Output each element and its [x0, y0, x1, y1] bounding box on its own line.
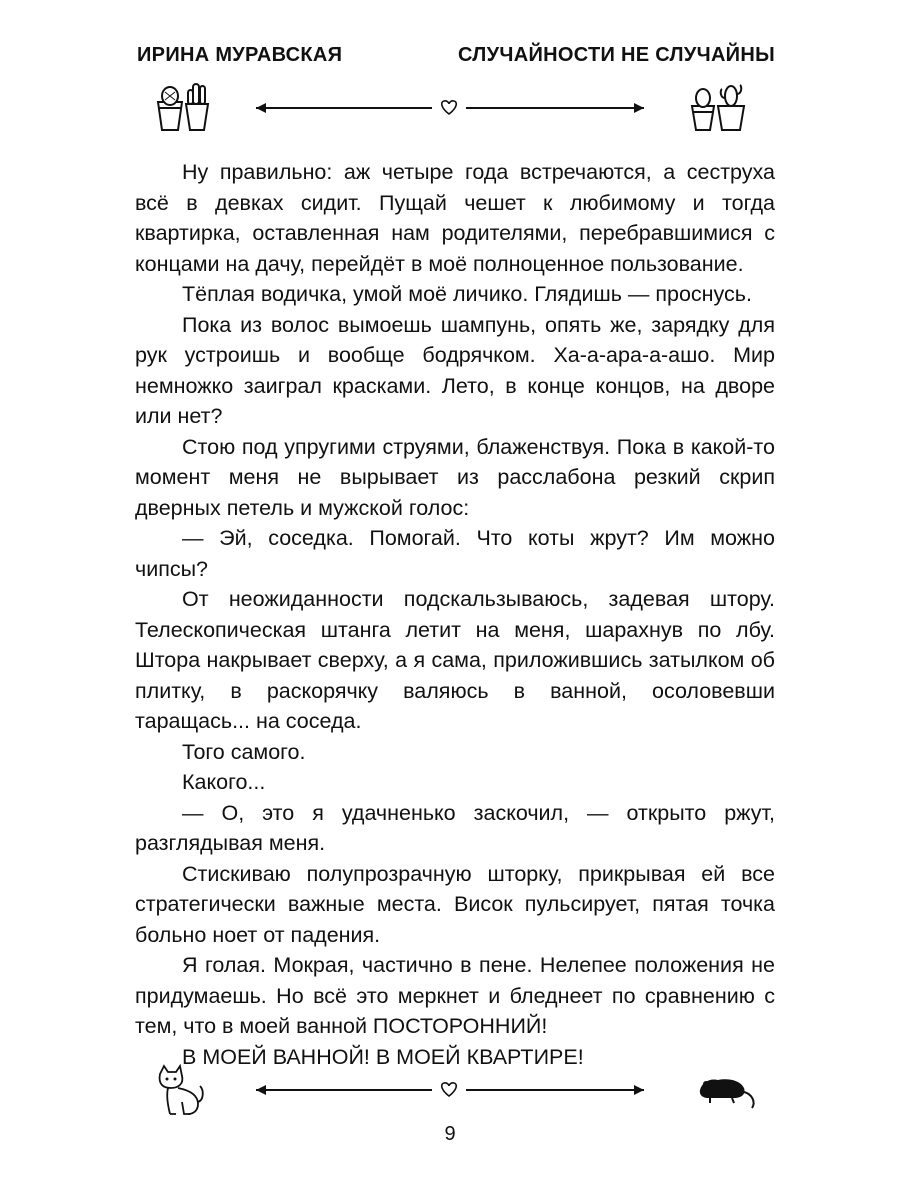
paragraph: Пока из волос вымоешь шампунь, опять же, зарядку для рук устроишь и вообще бодрячком. Ха-а-ара-а-ашо. Мир немножко заиграл красками. Лето, в конце концов, на дворе или нет?: [135, 312, 775, 428]
paragraph: Ну правильно: аж четыре года встречаются, а сеструха всё в девках сидит. Пущай чешет к любимому и тогда квартирка, оставленная нам родителями, перебравшимися с концами на дачу, перейдёт в моё полноценное пользование.: [135, 160, 775, 276]
paragraph: Я голая. Мокрая, частично в пене. Нелепее положения не придумаешь. Но всё это меркнет и бледнеет по сравнению с тем, что в моей ванной ПОСТОРОННИЙ!: [135, 953, 775, 1038]
paragraph: Тёплая водичка, умой моё личико. Глядишь — проснусь.: [182, 282, 752, 306]
heart-arrow-divider-icon: [256, 101, 644, 114]
heart-arrow-divider-icon: [256, 1083, 644, 1096]
paragraph: Стою под упругими струями, блаженствуя. Пока в какой-то момент меня не вырывает из расслабона резкий скрип дверных петель и мужской голос:: [135, 434, 775, 520]
rat-icon: [700, 1079, 754, 1108]
paragraph: — Эй, соседка. Помогай. Что коты жрут? Им можно чипсы?: [135, 526, 775, 581]
page-number: 9: [444, 1123, 456, 1145]
paragraph: — О, это я удачненько заскочил, — открыто ржут, разглядывая меня.: [135, 800, 775, 855]
cactus-pots-icon: [692, 85, 744, 130]
top-ornament: [150, 80, 760, 140]
kitten-icon: [160, 1066, 203, 1114]
paragraph: В МОЕЙ ВАННОЙ! В МОЕЙ КВАРТИРЕ!: [182, 1044, 584, 1069]
paragraph: Стискиваю полупрозрачную шторку, прикрывая ей все стратегически важные места. Висок пульсирует, пятая точка больно ноет от падения.: [135, 861, 775, 947]
paragraph: Какого...: [182, 770, 266, 794]
book-title: СЛУЧАЙНОСТИ НЕ СЛУЧАЙНЫ: [458, 44, 775, 66]
paragraph: От неожиданности подскальзываюсь, задевая штору. Телескопическая штанга летит на меня, шарахнув по лбу. Штора накрывает сверху, а я сама, приложившись затылком об плитку, в раскорячку валяюсь в ванной, осоловевши таращась... на соседа.: [135, 587, 775, 733]
body-text: [135, 157, 775, 1072]
paragraph: Того самого.: [182, 739, 306, 764]
author-name: ИРИНА МУРАВСКАЯ: [137, 44, 343, 66]
running-head: [137, 44, 775, 67]
cactus-pots-icon: [158, 84, 208, 130]
bottom-ornament: [150, 1062, 760, 1122]
